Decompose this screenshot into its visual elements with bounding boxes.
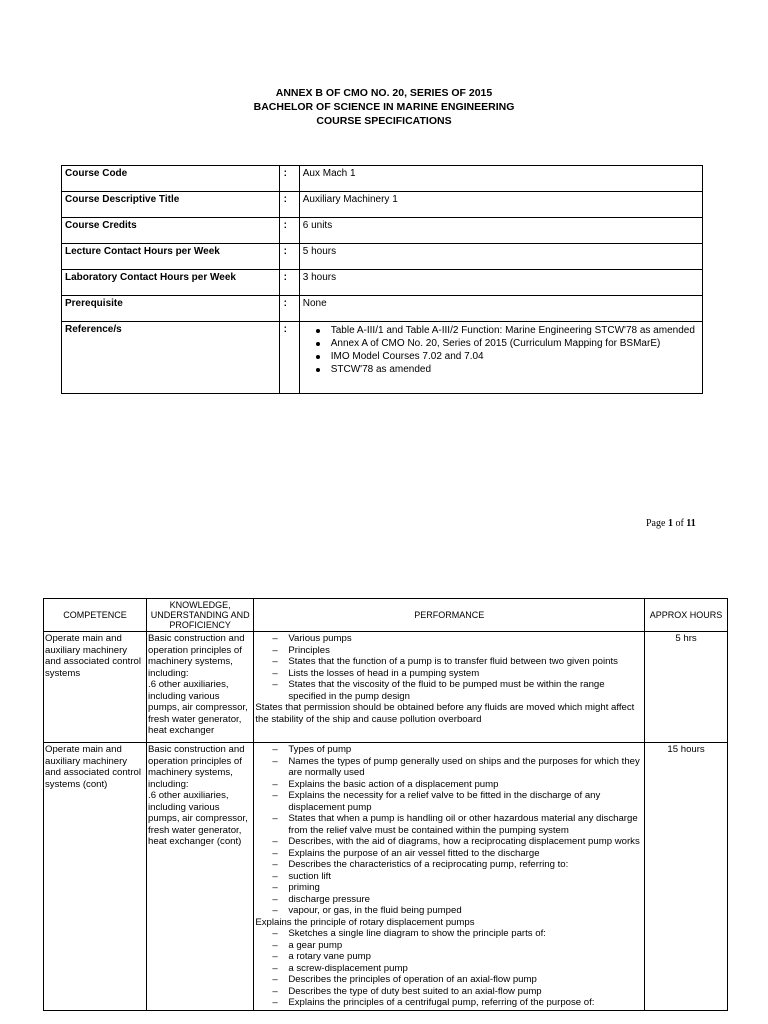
performance-item: – priming	[255, 882, 643, 894]
reference-item: STCW'78 as amended	[331, 363, 699, 376]
performance-item: – Types of pump	[255, 744, 643, 756]
performance-item: – States that the function of a pump is to transfer fluid between two given points	[255, 656, 643, 668]
performance-item: – suction lift	[255, 871, 643, 883]
performance-item: – a rotary vane pump	[255, 951, 643, 963]
competence-row	[44, 632, 728, 743]
performance-item: – discharge pressure	[255, 894, 643, 906]
knowledge-cell	[147, 632, 254, 743]
spec-colon: :	[279, 296, 299, 322]
spec-colon: :	[279, 218, 299, 244]
spec-label: Course Code	[62, 166, 280, 192]
reference-item: Annex A of CMO No. 20, Series of 2015 (Curriculum Mapping for BSMarE)	[331, 337, 699, 350]
performance-item: – Names the types of pump generally used on ships and the purposes for which they are normally used	[255, 756, 643, 779]
spec-colon: :	[279, 322, 299, 394]
performance-item: – a gear pump	[255, 940, 643, 952]
annex-title: ANNEX B OF CMO NO. 20, SERIES OF 2015	[275, 87, 493, 99]
header-knowledge: KNOWLEDGE, UNDERSTANDING AND PROFICIENCY	[147, 599, 254, 632]
performance-item: – Explains the basic action of a displacement pump	[255, 779, 643, 791]
reference-item: IMO Model Courses 7.02 and 7.04	[331, 350, 699, 363]
spec-label: Prerequisite	[62, 296, 280, 322]
spec-label: Lecture Contact Hours per Week	[62, 244, 280, 270]
spec-value: Aux Mach 1	[299, 166, 702, 192]
spec-colon: :	[279, 270, 299, 296]
performance-item: – States that when a pump is handling oil or other hazardous material any discharge from the relief valve must be contained within the pumping system	[255, 813, 643, 836]
performance-item: – Principles	[255, 645, 643, 657]
hours-cell: 15 hours	[645, 743, 728, 1011]
performance-item: – a screw-displacement pump	[255, 963, 643, 975]
header-performance: PERFORMANCE	[254, 599, 645, 632]
spec-colon: :	[279, 192, 299, 218]
spec-row-course-code	[62, 166, 703, 192]
spec-row-references	[62, 322, 703, 394]
competence-cell: Operate main and auxiliary machinery and associated control systems (cont)	[44, 743, 147, 1011]
performance-item: – States that the viscosity of the fluid to be pumped must be within the range specified in the pump design	[255, 679, 643, 702]
page-prefix: Page	[646, 518, 668, 529]
performance-cell	[254, 743, 645, 1011]
performance-item: – Lists the losses of head in a pumping system	[255, 668, 643, 680]
page-of: of	[672, 518, 687, 529]
performance-item: – Describes the principles of operation of an axial-flow pump	[255, 974, 643, 986]
knowledge-item: .6 other auxiliaries, including various pumps, air compressor, fresh water generator, heat exchanger (cont)	[148, 790, 248, 847]
performance-item: – Describes, with the aid of diagrams, how a reciprocating displacement pump works	[255, 836, 643, 848]
spec-row-prerequisite	[62, 296, 703, 322]
competence-row	[44, 743, 728, 1011]
performance-item: – Explains the principles of a centrifugal pump, referring of the purpose of:	[255, 997, 643, 1009]
competence-cell: Operate main and auxiliary machinery and associated control systems	[44, 632, 147, 743]
performance-note: Explains the principle of rotary displacement pumps	[255, 916, 475, 928]
page-total: 11	[686, 518, 696, 529]
spec-value: Auxiliary Machinery 1	[299, 192, 702, 218]
reference-item: Table A-III/1 and Table A-III/2 Function: Marine Engineering STCW'78 as amended	[331, 324, 699, 337]
performance-item: – Explains the necessity for a relief valve to be fitted in the discharge of any displacement pump	[255, 790, 643, 813]
references-cell	[299, 322, 702, 394]
performance-item: – Describes the characteristics of a reciprocating pump, referring to:	[255, 859, 643, 871]
performance-item: – Describes the type of duty best suited to an axial-flow pump	[255, 986, 643, 998]
spec-value: None	[299, 296, 702, 322]
spec-label: Course Descriptive Title	[62, 192, 280, 218]
performance-item: – Explains the purpose of an air vessel fitted to the discharge	[255, 848, 643, 860]
spec-value: 5 hours	[299, 244, 702, 270]
performance-item: – Sketches a single line diagram to show the principle parts of:	[255, 928, 643, 940]
section-title: COURSE SPECIFICATIONS	[316, 115, 452, 127]
course-spec-table	[61, 165, 703, 394]
spec-colon: :	[279, 244, 299, 270]
spec-label: Laboratory Contact Hours per Week	[62, 270, 280, 296]
spec-label: Course Credits	[62, 218, 280, 244]
competence-header-row	[44, 599, 728, 632]
performance-list	[255, 633, 643, 725]
spec-value: 6 units	[299, 218, 702, 244]
spec-colon: :	[279, 166, 299, 192]
spec-row-lab-hours	[62, 270, 703, 296]
performance-item: – vapour, or gas, in the fluid being pumped	[255, 905, 643, 917]
knowledge-intro: Basic construction and operation principles of machinery systems, including:	[148, 744, 245, 790]
hours-cell: 5 hrs	[645, 632, 728, 743]
document-header	[0, 86, 768, 128]
header-competence: COMPETENCE	[44, 599, 147, 632]
spec-row-title	[62, 192, 703, 218]
knowledge-cell	[147, 743, 254, 1011]
program-title: BACHELOR OF SCIENCE IN MARINE ENGINEERING	[253, 101, 515, 113]
spec-label: Reference/s	[62, 322, 280, 394]
references-list	[303, 324, 699, 376]
spec-row-lecture-hours	[62, 244, 703, 270]
knowledge-intro: Basic construction and operation principles of machinery systems, including:	[148, 633, 245, 679]
performance-cell	[254, 632, 645, 743]
spec-value: 3 hours	[299, 270, 702, 296]
competence-table	[43, 598, 728, 1011]
performance-note: States that permission should be obtained before any fluids are moved which might affect the stability of the ship and cause pollution overboard	[255, 702, 635, 725]
spec-row-credits	[62, 218, 703, 244]
performance-list	[255, 744, 643, 1009]
performance-item: – Various pumps	[255, 633, 643, 645]
page-number	[646, 518, 696, 529]
header-hours: APPROX HOURS	[645, 599, 728, 632]
knowledge-item: .6 other auxiliaries, including various pumps, air compressor, fresh water generator, heat exchanger	[148, 679, 248, 736]
page-current: 1	[667, 518, 673, 529]
